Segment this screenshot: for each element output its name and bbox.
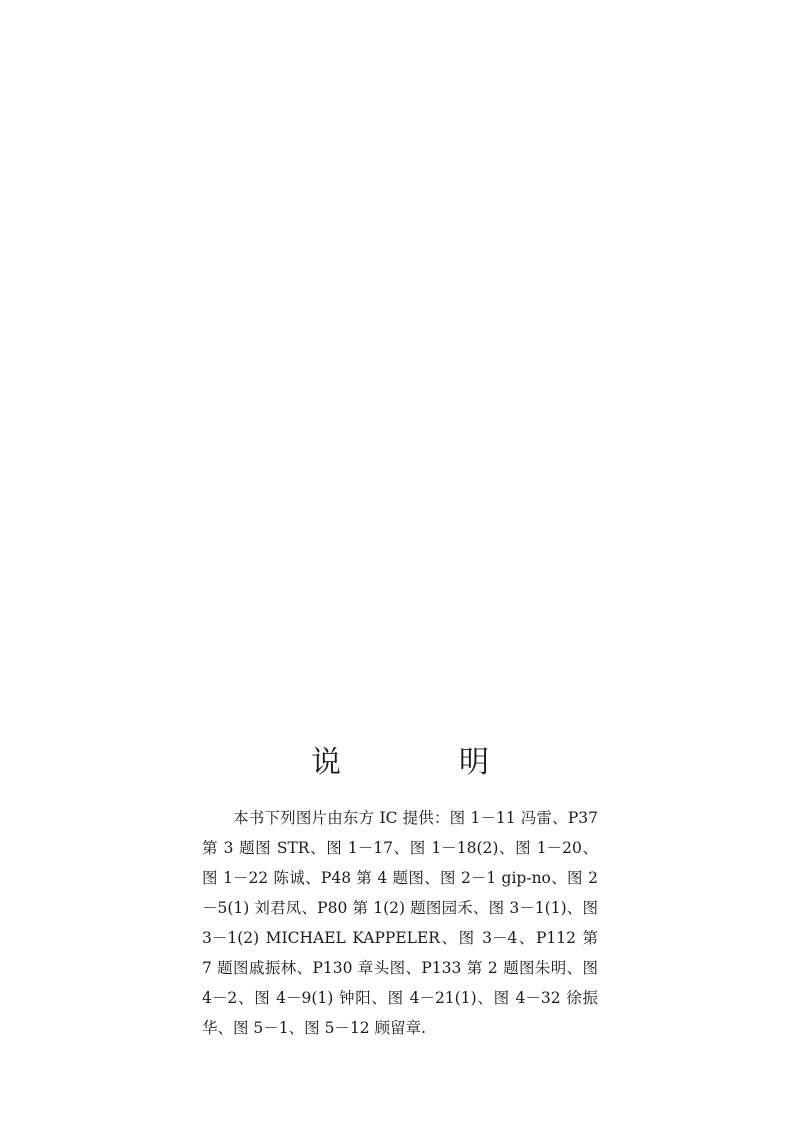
page-title: 说 明 [311, 745, 533, 780]
credits-paragraph: 本书下列图片由东方 IC 提供：图 1－11 冯雷、P37 第 3 题图 STR、图 1－17、图 1－18(2)、图 1－20、图 1－22 陈诚、P48 第 4 题图、图 2－1 gip-no、图 2－5(1) 刘君凤、P80 第 1(2) 题图园禾、图 3－1(1)、图 3－1(2) MICHAEL KAPPELER、图 3－4、P112 第 7 题图戚振林、P130 章头图、P133 第 2 题图朱明、图 4－2、图 4－9(1) 钟阳、图 4－21(1)、图 4－32 徐振华、图 5－1、图 5－12 顾留章. [202, 809, 598, 1037]
